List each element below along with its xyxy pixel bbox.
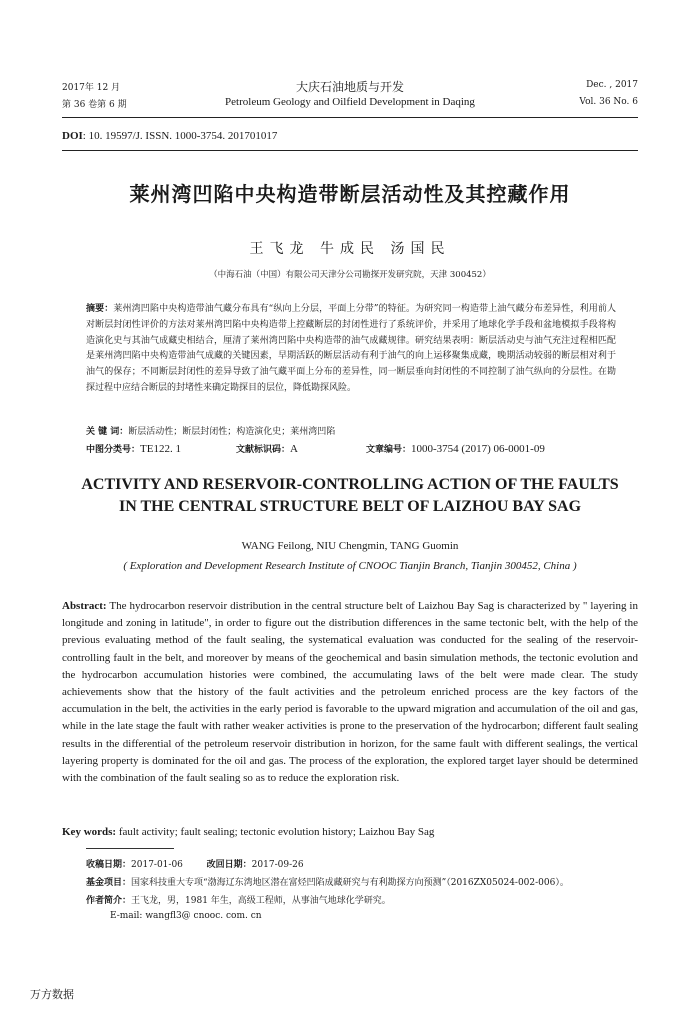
doc-code-label: 文献标识码： [236,445,291,455]
keywords-cn-label: 关 键 词： [86,427,129,437]
fund-label: 基金项目： [86,878,132,888]
class-value: TE122. 1 [140,443,181,455]
author-bio-value: 王飞龙，男，1981 年生，高级工程师，从事油气地球化学研究。 [131,896,391,906]
header-rule [62,117,638,118]
fund-value: 国家科技重大专项“渤海辽东湾地区潜在富烃凹陷成藏研究与有利勘探方向预测”（2016ZX05024-002-006）。 [131,878,569,888]
class-label: 中图分类号： [86,445,141,455]
article-no-value: 1000-3754 (2017) 06-0001-09 [411,443,545,455]
header-journal-en: Petroleum Geology and Oilfield Development in Daqing [225,96,475,108]
keywords-en-label: Key words: [62,826,117,838]
keywords-cn [86,424,616,437]
authors-cn: 王飞龙 牛成民 汤国民 [249,241,451,257]
revised-label: 改回日期： [206,860,252,870]
title-en-line2: IN THE CENTRAL STRUCTURE BELT OF LAIZHOU BAY SAG [118,498,582,515]
header-date-en: Dec. , 2017 [586,80,638,90]
abstract-cn [86,302,616,397]
doi-value: : 10. 19597/J. ISSN. 1000-3754. 201701017 [82,130,278,142]
header-volume-cn: 第 36 卷第 6 期 [62,100,127,110]
header-journal-cn: 大庆石油地质与开发 [295,80,404,94]
abstract-en-text: The hydrocarbon reservoir distribution in the central structure belt of Laizhou Bay Sag is characterized by " layering in longitude and zoning in latitude", in order to figure out the distribution differences in the same tectonic belt, with the help of the previous evaluating method of the fault sealing, the systematical evaluation was conducted for the sealing of the reservoir-controlling fault in the belt, and moreover by means of the geochemical and basin simulation methods, the tectonic evolution and the hydrocarbon accumulation histories were combined, the accumulating laws of the belt were made clear. The study achievements show that the history of the fault activities and the petroleum enriched process are the key factors of the accumulation in the belt, the activities in the early period is favorable to the upward migration and accumulation of the oil and gas, while in the late stage the fault with rather weaker activities is prone to the preservation of the hydrocarbon; different fault sealing results in the differential of the petroleum reservoir distribution in horizon, for the same fault with different sealings, the vertical layering property is dominated for the oil and gas. The process of the exploration, the explored target layer should be determined with the combination of the fault sealing so as to reduce the exploration risk. [62,600,638,785]
doc-code-value: A [290,443,298,455]
doi-line [62,130,277,142]
title-en [40,474,660,518]
keywords-en [62,826,638,838]
abstract-cn-label: 摘要： [86,304,114,314]
affiliation-en: ( Exploration and Development Research Institute of CNOOC Tianjin Branch, Tianjin 300452, China ) [123,560,577,572]
affiliation-cn: （中海石油（中国）有限公司天津分公司勘探开发研究院，天津 300452） [209,270,491,280]
footnote-author [86,893,646,906]
abstract-cn-text: 莱州湾凹陷中央构造带油气藏分布具有“纵向上分层，平面上分带”的特征。为研究同一构造带上油气藏分布差异性，利用前人对断层封闭性评价的方法对莱州湾凹陷中央构造带上控藏断层的封闭性进行了系统评价，并采用了地球化学手段和盆地模拟手段将构造演化史与其油气成藏史相结合，厘清了莱州湾凹陷中央构造带的油气成藏规律。研究结果表明：断层活动史与油气充注过程相匹配是莱州湾凹陷中央构造带油气成藏的关键因素，早期活跃的断层活动有利于油气的向上运移聚集成藏，晚期活动较弱的断层相对利于油气的保存；不同断层封闭性的差异导致了油气藏平面上分布的差异性，同一断层垂向封闭性的不同控制了油气纵向的分层性。在勘探过程中应结合断层的封堵性来确定勘探目的层位，降低勘探风险。 [86,304,616,393]
watermark-text: 万方数据 [30,988,74,1001]
header-volume-en: Vol. 36 No. 6 [579,97,638,107]
authors-en: WANG Feilong, NIU Chengmin, TANG Guomin [241,540,459,552]
footnote-rule [86,848,174,849]
running-header [62,80,638,118]
doi-rule [62,150,638,151]
title-cn: 莱州湾凹陷中央构造带断层活动性及其控藏作用 [129,182,571,206]
classification-line [86,442,616,455]
keywords-cn-text: 断层活动性；断层封闭性；构造演化史；莱州湾凹陷 [128,427,336,437]
abstract-en-label: Abstract: [62,600,107,612]
doi-label: DOI [62,130,83,142]
footnote-email: E-mail: wangfl3@ cnooc. com. cn [110,911,262,921]
author-bio-label: 作者简介： [86,896,132,906]
received-label: 收稿日期： [86,860,132,870]
footnote-fund [86,875,646,888]
title-en-line1: ACTIVITY AND RESERVOIR-CONTROLLING ACTION OF THE FAULTS [81,476,619,493]
received-value: 2017-01-06 [131,860,183,870]
abstract-en [62,598,638,787]
header-date-cn: 2017年 12 月 [62,83,121,93]
article-no-label: 文章编号： [366,445,412,455]
footnote-dates [86,857,646,870]
keywords-en-text: fault activity; fault sealing; tectonic evolution history; Laizhou Bay Sag [116,826,435,838]
revised-value: 2017-09-26 [251,860,304,870]
